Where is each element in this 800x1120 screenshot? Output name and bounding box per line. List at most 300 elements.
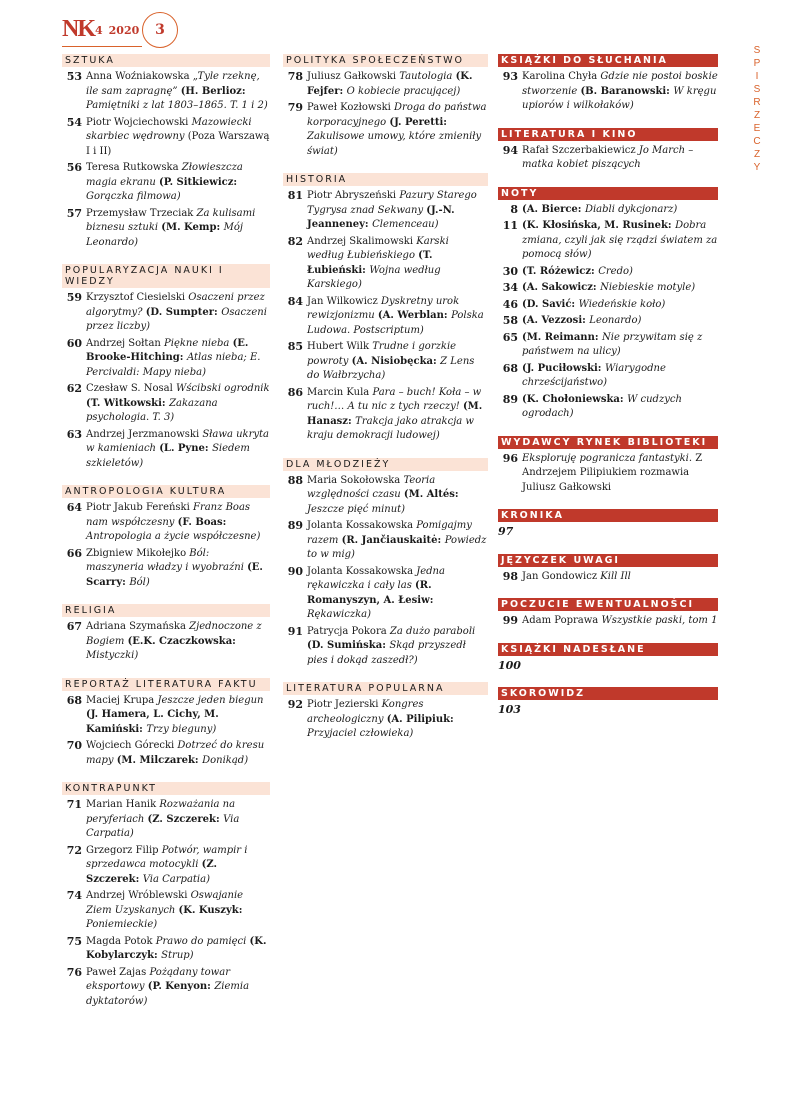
toc-entry (283, 386, 488, 444)
entry-title: Trudne i gorzkie powroty (307, 341, 457, 367)
entry-page-number: 94 (502, 143, 518, 157)
entry-text (522, 362, 718, 391)
entry-title: Tautologia (399, 71, 456, 82)
toc-section (498, 436, 718, 496)
toc-entry (498, 525, 718, 540)
entry-text (86, 207, 270, 251)
entry-title: Wścibski ogrodnik (176, 383, 270, 394)
entry-title: Potwór, wampir i sprzedawca motocykli (86, 844, 248, 870)
entry-page-number: 63 (66, 427, 82, 441)
section-heading: KSIĄŻKI DO SŁUCHANIA (498, 54, 718, 67)
entry-page-number: 100 (498, 658, 521, 672)
reviewed-title: Via Carpatia) (86, 813, 240, 839)
reviewed-author: (D. Sumińska: (307, 640, 390, 651)
reviewed-title: Gorączka filmowa) (86, 191, 181, 202)
entry-page-number: 68 (66, 693, 82, 707)
toc-column-3 (498, 54, 718, 732)
entry-title: Mazowiecki skarbiec wędrowny (86, 116, 252, 142)
reviewed-author: (K. Chołoniewska: (522, 393, 628, 405)
entry-page-number: 93 (502, 70, 518, 83)
entry-author: Maria Sokołowska (307, 474, 404, 486)
reviewed-title: Wiarygodne chrześcijaństwo) (522, 362, 666, 388)
toc-section (283, 173, 488, 444)
magazine-logo: NK (62, 16, 94, 42)
entry-author: Wojciech Górecki (86, 740, 178, 751)
toc-section (498, 54, 718, 114)
reviewed-author: (Z. Szczerek: (147, 813, 224, 825)
entry-title: Złowieszcza magia ekranu (86, 162, 243, 188)
toc-entry (62, 382, 270, 426)
entry-page-number: 89 (502, 392, 518, 406)
reviewed-author: (J. Hamera, L. Cichy, M. Kamiński: (86, 709, 219, 735)
entry-text (307, 474, 488, 518)
reviewed-title: Osaczeni przez liczby) (86, 306, 267, 332)
entry-title: Za dużo paraboli (389, 625, 476, 637)
entry-text (307, 519, 488, 563)
entry-title: Karski według Łubieńskiego (307, 235, 449, 261)
entry-title: Dyskretny urok rewizjonizmu (307, 295, 460, 321)
section-heading: HISTORIA (283, 173, 488, 186)
entry-title: Ból: maszyneria władzy i wyobraźni (86, 547, 248, 573)
section-heading: SKOROWIDZ (498, 687, 718, 700)
entry-page-number: 46 (502, 297, 518, 311)
reviewed-title: Trakcja jako atrakcja w kraju demokracji ludowej) (307, 415, 474, 441)
issue-info (95, 24, 145, 37)
toc-entry (498, 362, 718, 391)
entry-text (86, 889, 270, 933)
entry-text (86, 161, 270, 205)
reviewed-author: (K. Kuszyk: (178, 904, 243, 916)
reviewed-author: (Z. Szczerek: (86, 859, 217, 885)
entry-title: Rozważania na peryferiach (86, 799, 236, 825)
reviewed-author: (D. Sumpter: (145, 306, 222, 318)
entry-page-number: 67 (66, 620, 82, 633)
toc-entry (498, 703, 718, 718)
reviewed-author: (E. Scarry: (86, 562, 263, 588)
toc-section (498, 509, 718, 540)
toc-entry (62, 161, 270, 205)
toc-entry (498, 144, 718, 173)
toc-section (498, 187, 718, 422)
entry-text (307, 386, 488, 444)
entry-page-number: 98 (502, 569, 518, 583)
toc-entry (283, 235, 488, 293)
reviewed-title: Zakazana psychologia. T. 3) (86, 397, 218, 423)
entry-author: Jolanta Kossakowska (307, 565, 417, 577)
toc-entry (283, 189, 488, 233)
entry-page-number: 75 (66, 934, 82, 948)
reviewed-author: (F. Boas: (177, 516, 227, 528)
section-heading: REPORTAŻ LITERATURA FAKTU (62, 678, 270, 691)
entry-author: Czesław S. Nosal (86, 383, 177, 394)
toc-entry (283, 519, 488, 563)
toc-entry (283, 625, 488, 669)
reviewed-title: Powiedz to w mig) (307, 534, 487, 560)
entry-text (307, 698, 488, 742)
section-heading: KONTRAPUNKT (62, 782, 270, 795)
entry-text (522, 570, 718, 585)
toc-entry (62, 620, 270, 664)
reviewed-title: Ból) (129, 576, 150, 588)
reviewed-title: Wiedeńskie koło) (578, 298, 666, 310)
entry-text (522, 331, 718, 360)
entry-text (522, 281, 718, 296)
entry-page-number: 96 (502, 451, 518, 465)
reviewed-title: Diabli dykcjonarz) (584, 203, 678, 215)
entry-author: Marcin Kula (307, 386, 373, 398)
entry-title: Wszystkie paski, tom 1 (601, 615, 718, 626)
toc-entry (62, 207, 270, 251)
entry-page-number: 71 (66, 798, 82, 811)
reviewed-author: (P. Kenyon: (147, 981, 215, 992)
reviewed-title: Nie przywitam się z państwem na ulicy) (522, 331, 703, 357)
toc-entry (283, 295, 488, 339)
entry-title: „Tyle rzeknę, ile sam zapragnę” (86, 71, 260, 97)
reviewed-title: Polska Ludowa. Postscriptum) (307, 310, 484, 336)
entry-page-number: 11 (502, 219, 518, 232)
reviewed-title: Dobra zmiana, czyli jak się rządzi światem za pomocą słów) (522, 220, 718, 260)
toc-entry (498, 219, 718, 263)
reviewed-author: (J. Peretti: (389, 116, 447, 128)
toc-entry (62, 428, 270, 472)
entry-author: Grzegorz Filip (86, 844, 162, 856)
toc-entry (498, 659, 718, 674)
entry-text (522, 70, 718, 114)
entry-page-number: 85 (287, 340, 303, 353)
entry-author: Paweł Kozłowski (307, 102, 395, 113)
entry-title: Za kulisami biznesu sztuki (86, 207, 256, 233)
reviewed-author: (J. Puciłowski: (522, 362, 605, 374)
reviewed-author: (T. Łubieński: (307, 250, 433, 276)
toc-entry (498, 265, 718, 280)
entry-text (522, 614, 718, 629)
toc-entry (62, 798, 270, 842)
entry-author: Hubert Wilk (307, 341, 373, 352)
reviewed-author: (T. Witkowski: (86, 397, 170, 409)
entry-author: Krzysztof Ciesielski (86, 292, 189, 303)
section-heading: KRONIKA (498, 509, 718, 522)
toc-entry (62, 935, 270, 964)
toc-entry (498, 452, 718, 496)
entry-title: Jedna rękawiczka i cały las (307, 565, 445, 591)
reviewed-title: Clemenceau) (372, 219, 439, 230)
entry-page-number: 64 (66, 501, 82, 514)
entry-author: Jan Gondowicz (522, 570, 601, 582)
section-heading: KSIĄŻKI NADESŁANE (498, 643, 718, 656)
entry-text (522, 144, 718, 173)
section-heading: DLA MŁODZIEŻY (283, 458, 488, 471)
reviewed-title: Skąd przyszedł pies i dokąd zaszedł?) (307, 640, 466, 666)
toc-section (283, 54, 488, 159)
entry-author: Adriana Szymańska (86, 621, 190, 632)
toc-section (62, 54, 270, 250)
toc-entry (283, 101, 488, 159)
reviewed-author: (M. Milczarek: (116, 754, 203, 766)
header-divider (62, 46, 142, 47)
reviewed-title: Via Carpatia) (142, 873, 210, 885)
entry-page-number: 97 (498, 525, 514, 538)
reviewed-title: Mistyczki) (86, 650, 139, 661)
toc-section (62, 264, 270, 471)
toc-section (62, 678, 270, 769)
toc-entry (62, 291, 270, 335)
entry-author: Andrzej Sołtan (86, 337, 165, 349)
entry-text (86, 694, 270, 738)
entry-title: Osaczeni przez algorytmy? (86, 292, 265, 318)
entry-page-number: 81 (287, 189, 303, 202)
reviewed-author: (E.K. Czaczkowska: (127, 635, 236, 647)
toc-entry (498, 298, 718, 313)
toc-entry (498, 331, 718, 360)
reviewed-author: (B. Baranowski: (580, 85, 674, 97)
entry-page-number: 8 (510, 202, 518, 216)
reviewed-author: (A. Bierce: (522, 203, 585, 215)
entry-author: Marian Hanik (86, 799, 160, 810)
entry-text (307, 295, 488, 339)
entry-title: Teoria względności czasu (307, 474, 436, 500)
toc-entry (62, 966, 270, 1010)
toc-entry (498, 70, 718, 114)
toc-entry (62, 337, 270, 381)
entry-text (307, 625, 488, 669)
entry-text (86, 844, 270, 888)
toc-section (62, 782, 270, 1009)
entry-text (86, 116, 270, 160)
entry-text (86, 798, 270, 842)
toc-entry (498, 393, 718, 422)
entry-page-number: 59 (66, 291, 82, 304)
reviewed-title: Zakulisowe umowy, które zmieniły świat) (307, 131, 482, 157)
reviewed-title: Rękawiczka) (307, 609, 372, 620)
entry-author: Paweł Zajas (86, 966, 150, 978)
reviewed-title: Z Andrzejem Pilipiukiem rozmawia Juliusz Gałkowski (522, 452, 703, 493)
entry-author: Teresa Rutkowska (86, 162, 182, 173)
reviewed-author: (E. Brooke-Hitching: (86, 337, 249, 363)
entry-text (86, 501, 270, 545)
entry-page-number: 90 (287, 564, 303, 578)
reviewed-title: Credo) (598, 265, 633, 277)
section-heading: LITERATURA POPULARNA (283, 682, 488, 695)
entry-page-number: 99 (502, 614, 518, 627)
toc-entry (62, 694, 270, 738)
entry-page-number: 66 (66, 546, 82, 560)
toc-entry (498, 314, 718, 329)
side-label-text: SPIS RZECZY (753, 45, 768, 173)
entry-page-number: 76 (66, 965, 82, 979)
section-heading: LITERATURA I KINO (498, 128, 718, 141)
reviewed-title: O kobiecie pracującej) (346, 85, 461, 97)
entry-text (522, 265, 718, 280)
entry-author: Patrycja Pokora (307, 625, 390, 637)
entry-page-number: 62 (66, 382, 82, 395)
issue-year: 2020 (108, 24, 140, 37)
toc-entry (283, 565, 488, 623)
entry-page-number: 74 (66, 889, 82, 902)
reviewed-title: (Poza Warszawą I i II) (86, 131, 270, 157)
entry-text (522, 203, 718, 218)
entry-page-number: 53 (66, 70, 82, 83)
entry-text (307, 101, 488, 159)
entry-page-number: 78 (287, 70, 303, 83)
entry-author: Anna Woźniakowska (86, 71, 193, 82)
entry-author: Andrzej Skalimowski (307, 235, 417, 247)
entry-text (86, 739, 270, 768)
reviewed-title: Donikąd) (202, 754, 249, 766)
entry-title: Sława ukryta w kamieniach (86, 428, 269, 454)
entry-author: Rafał Szczerbakiewicz (522, 144, 639, 156)
entry-text (307, 340, 488, 384)
reviewed-title: Leonardo) (589, 315, 642, 326)
entry-page-number: 54 (66, 115, 82, 129)
toc-entry (283, 474, 488, 518)
toc-section (62, 485, 270, 590)
entry-title: Oswajanie Ziem Uzyskanych (86, 890, 244, 916)
entry-author: Piotr Abryszeński (307, 190, 400, 201)
entry-page-number: 82 (287, 234, 303, 248)
reviewed-author: (A. Nisiobęcka: (351, 355, 441, 367)
entry-page-number: 88 (287, 473, 303, 487)
toc-section (498, 554, 718, 585)
toc-entry (283, 698, 488, 742)
toc-section (62, 604, 270, 664)
entry-author: Magda Potok (86, 935, 156, 947)
entry-page-number: 60 (66, 336, 82, 350)
reviewed-author: (K. Kłosińska, M. Rusinek: (522, 220, 676, 231)
reviewed-author: (R. Romanyszyn, A. Łesiw: (307, 580, 434, 606)
entry-page-number: 92 (287, 698, 303, 711)
toc-column-2 (283, 54, 488, 756)
reviewed-author: (M. Altés: (403, 489, 459, 500)
section-heading: ANTROPOLOGIA KULTURA (62, 485, 270, 498)
entry-author: Jan Wilkowicz (307, 295, 381, 307)
reviewed-title: Strup) (161, 950, 194, 961)
entry-text (307, 189, 488, 233)
entry-author: Karolina Chyła (522, 71, 601, 82)
entry-page-number: 70 (66, 739, 82, 752)
entry-text (522, 298, 718, 313)
reviewed-title: Jeszcze pięć minut) (307, 503, 406, 515)
toc-entry (498, 570, 718, 585)
toc-entry (62, 739, 270, 768)
entry-title: Jo March – matka kobiet piszących (522, 144, 694, 170)
entry-title: Para – buch! Koła – w ruch!… A tu nic z tych rzeczy! (307, 386, 482, 412)
toc-section (283, 682, 488, 742)
entry-text (86, 547, 270, 591)
entry-text (86, 291, 270, 335)
entry-text (522, 314, 718, 329)
toc-entry (62, 501, 270, 545)
entry-page-number: 68 (502, 361, 518, 375)
side-section-label (748, 44, 768, 174)
toc-entry (283, 340, 488, 384)
entry-author: Przemysław Trzeciak (86, 207, 197, 219)
entry-title: Prawo do pamięci (155, 935, 250, 947)
toc-section (498, 598, 718, 629)
reviewed-author: (D. Savić: (522, 298, 579, 310)
reviewed-author: (A. Sakowicz: (522, 282, 601, 293)
reviewed-title: W cudzych ogrodach) (522, 393, 682, 419)
entry-text (86, 337, 270, 381)
reviewed-author: (A. Pilipiuk: (386, 713, 454, 725)
entry-text (307, 235, 488, 293)
toc-entry (283, 70, 488, 99)
toc-entry (498, 281, 718, 296)
entry-title: Kill Ill (600, 570, 631, 582)
entry-author: Zbigniew Mikołejko (86, 547, 190, 559)
section-heading: NOTY (498, 187, 718, 200)
entry-title: Jeszcze jeden biegun (157, 694, 264, 706)
entry-page-number: 103 (498, 703, 521, 716)
toc-section (498, 643, 718, 674)
reviewed-author: (M. Reimann: (522, 331, 603, 343)
toc-entry (498, 614, 718, 629)
reviewed-author: (A. Werblan: (377, 310, 452, 321)
reviewed-author: (K. Fejfer: (307, 71, 473, 97)
reviewed-author: (L. Pyne: (159, 443, 213, 454)
entry-title: Gdzie nie postoi boskie stworzenie (522, 71, 718, 97)
entry-text (86, 620, 270, 664)
entry-text (307, 70, 488, 99)
entry-page-number: 30 (502, 264, 518, 278)
toc-entry (62, 70, 270, 114)
toc-section (498, 128, 718, 173)
toc-section (498, 687, 718, 718)
reviewed-title: Pamiętniki z lat 1803–1865. T. 1 i 2) (86, 100, 268, 111)
entry-title: Eksploruję pogranicza fantastyki. (522, 452, 696, 464)
toc-entry (62, 844, 270, 888)
entry-author: Jolanta Kossakowska (307, 520, 417, 531)
entry-text (86, 428, 270, 472)
entry-page-number: 72 (66, 843, 82, 857)
reviewed-title: Atlas nieba; E. Percivaldi: Mapy nieba) (86, 352, 261, 378)
reviewed-title: Przyjaciel człowieka) (307, 728, 414, 739)
entry-text (307, 565, 488, 623)
reviewed-author: (R. Jančiauskaitė: (341, 534, 445, 546)
entry-title: Pożądany towar eksportowy (86, 966, 230, 992)
toc-entry (62, 889, 270, 933)
reviewed-title: W kręgu upiorów i wilkołaków) (522, 85, 717, 111)
entry-title: Zjednoczone z Bogiem (86, 621, 262, 647)
reviewed-title: Siedem szkieletów) (86, 443, 250, 469)
masthead (62, 12, 172, 48)
entry-author: Piotr Wojciechowski (86, 116, 192, 128)
issue-number: 4 (95, 24, 103, 37)
entry-title: Franz Boas nam współczesny (86, 502, 251, 528)
entry-title: Pomigajmy razem (307, 520, 472, 546)
entry-title: Kongres archeologiczny (307, 699, 424, 725)
entry-title: Dotrzeć do kresu mapy (86, 740, 265, 766)
reviewed-title: Mój Leonardo) (86, 222, 243, 248)
entry-page-number: 91 (287, 624, 303, 638)
toc-entry (62, 547, 270, 591)
entry-author: Andrzej Wróblewski (86, 890, 191, 901)
entry-text (86, 935, 270, 964)
reviewed-author: (J.-N. Jeanneney: (307, 204, 455, 230)
entry-page-number: 79 (287, 101, 303, 114)
reviewed-author: (M. Kemp: (161, 222, 224, 233)
entry-author: Juliusz Gałkowski (307, 71, 400, 82)
entry-title: Piękne nieba (164, 337, 233, 349)
section-heading: POCZUCIE EWENTUALNOŚCI (498, 598, 718, 611)
entry-page-number: 34 (502, 281, 518, 294)
reviewed-title: Ziemia dyktatorów) (86, 981, 250, 1007)
entry-title: Pazury Starego Tygrysa znad Sekwany (307, 190, 477, 216)
entry-page-number: 86 (287, 385, 303, 399)
section-heading: POPULARYZACJA NAUKI I WIEDZY (62, 264, 270, 288)
reviewed-author: (P. Sitkiewicz: (158, 176, 238, 188)
reviewed-title: Poniemieckie) (86, 919, 158, 930)
reviewed-author: (A. Vezzosi: (522, 315, 590, 326)
